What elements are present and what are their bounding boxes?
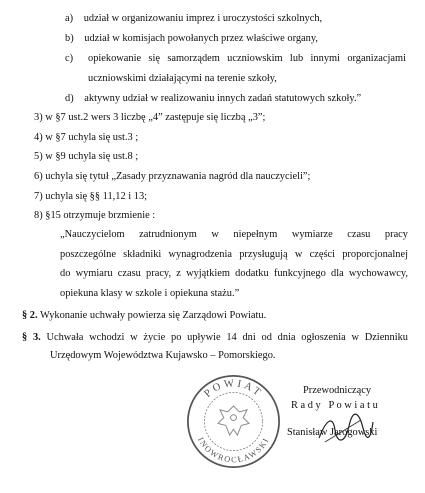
signature-name: Stanisław Jarogowski (287, 427, 378, 438)
point-3: 3) w §7 ust.2 wers 3 liczbę „4” zastępuje się liczbą „3”; (34, 112, 266, 123)
quote-line-4: opiekuna klasy w szkole i opiekuna stażu.” (60, 288, 240, 299)
list-item-b (65, 32, 318, 45)
quote-line-3: do wymiaru czasu pracy, z wyjątkiem dodatku funkcyjnego dla wychowawcy, (60, 268, 408, 279)
point-5: 5) w §9 uchyla się ust.8 ; (34, 151, 139, 162)
paragraph-text: Uchwała wchodzi w życie po upływie 14 dni od dnia ogłoszenia w Dzienniku (46, 332, 408, 343)
list-item-d (65, 92, 361, 105)
handwritten-signature-icon (315, 408, 375, 448)
paragraph-3-line-1 (22, 331, 408, 344)
svg-text:INOWROCŁAWSKI (196, 436, 271, 464)
list-marker: c) (65, 53, 74, 64)
paragraph-label: § 2. (22, 310, 38, 321)
quote-line-1: „Nauczycielom zatrudnionym w niepełnym wymiarze czasu pracy (60, 229, 408, 240)
list-marker: b) (65, 33, 74, 44)
eagle-emblem-icon (218, 406, 249, 435)
list-text: udział w komisjach powołanych przez właściwe organy, (84, 33, 318, 44)
seal-bottom-text: INOWROCŁAWSKI (196, 435, 271, 465)
signature-body: R a d y P o w i a t u (291, 400, 378, 411)
list-text-c2: uczniowskimi działającymi na terenie szkoły, (88, 73, 277, 84)
point-8: 8) §15 otrzymuje brzmienie : (34, 210, 156, 221)
point-4: 4) w §7 uchyla się ust.3 ; (34, 132, 139, 143)
list-text-c1: opiekowanie się samorządem uczniowskim lub innymi organizacjami (88, 53, 406, 64)
signature-role: Przewodniczący (303, 385, 372, 396)
seal-top-text: POWIAT (201, 377, 266, 400)
svg-text:POWIAT (202, 377, 265, 400)
list-marker: a) (65, 13, 74, 24)
list-text: udział w organizowaniu imprez i uroczystości szkolnych, (83, 13, 323, 24)
point-7: 7) uchyla się §§ 11,12 i 13; (34, 191, 148, 202)
paragraph-2 (22, 309, 266, 322)
list-item-c (65, 52, 73, 65)
list-text: aktywny udział w realizowaniu innych zadań statutowych szkoły.” (84, 93, 362, 104)
list-item-a (65, 12, 322, 25)
list-marker: d) (65, 93, 74, 104)
point-6: 6) uchyla się tytuł „Zasady przyznawania nagród dla nauczycieli”; (34, 171, 311, 182)
paragraph-text: Wykonanie uchwały powierza się Zarządowi Powiatu. (40, 310, 267, 321)
quote-line-2: poszczególne składniki wynagrodzenia przysługują w części proporcjonalnej (60, 249, 408, 260)
paragraph-3-line-2: Urzędowym Województwa Kujawsko – Pomorskiego. (50, 350, 276, 361)
paragraph-label: § 3. (22, 332, 41, 343)
seal-stamp (185, 373, 282, 470)
